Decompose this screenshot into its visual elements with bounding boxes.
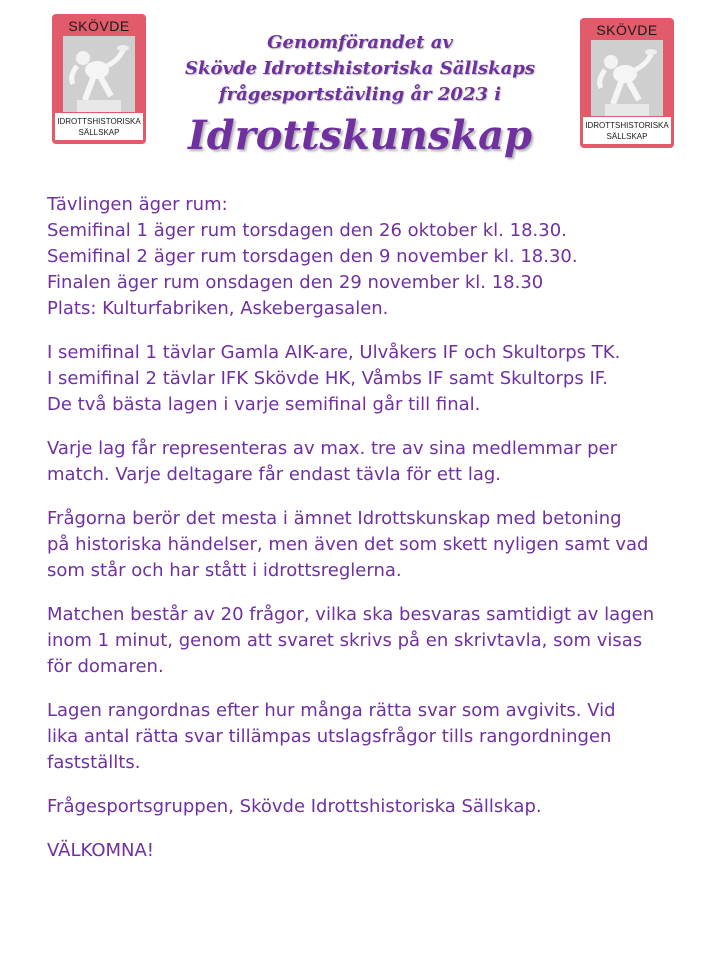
society-logo-left — [52, 14, 146, 144]
questions-line: Frågorna berör det mesta i ämnet Idrottskunskap med betoning — [47, 508, 622, 529]
schedule-line: Semifinal 2 äger rum torsdagen den 9 november kl. 18.30. — [47, 246, 578, 267]
schedule-line: Semifinal 1 äger rum torsdagen den 26 oktober kl. 18.30. — [47, 220, 567, 241]
header-line-1: Genomförandet av — [267, 32, 453, 53]
discus-thrower-statue-icon — [591, 40, 663, 116]
ranking-line: Lagen rangordnas efter hur många rätta svar som avgivits. Vid — [47, 700, 616, 721]
teams-line: De två bästa lagen i varje semifinal går till final. — [47, 394, 481, 415]
representation-paragraph — [47, 436, 715, 488]
teams-line: I semifinal 1 tävlar Gamla AIK-are, Ulvåkers IF och Skultorps TK. — [47, 342, 621, 363]
ranking-line: lika antal rätta svar tillämpas utslagsfrågor tills rangordningen — [47, 726, 612, 747]
logo-bottom-text: IDROTTSHISTORISKA SÄLLSKAP — [583, 117, 671, 144]
header-line-3: frågesportstävling år 2023 i — [218, 84, 502, 105]
representation-line: Varje lag får representeras av max. tre av sina medlemmar per — [47, 438, 618, 459]
schedule-line: Finalen äger rum onsdagen den 29 november kl. 18.30 — [47, 272, 544, 293]
questions-line: på historiska händelser, men även det som skett nyligen samt vad — [47, 534, 649, 555]
discus-thrower-statue-icon — [63, 36, 135, 112]
welcome-paragraph — [47, 838, 715, 864]
questions-paragraph — [47, 506, 715, 584]
match-line: för domaren. — [47, 656, 164, 677]
society-logo-right — [580, 18, 674, 148]
logo-top-text: SKÖVDE — [68, 18, 130, 34]
page-header — [150, 30, 570, 162]
signature-paragraph — [47, 794, 715, 820]
announcement-body — [47, 192, 715, 882]
header-line-2: Skövde Idrottshistoriska Sällskaps — [184, 58, 536, 79]
logo-bottom-text: IDROTTSHISTORISKA SÄLLSKAP — [55, 113, 143, 140]
match-line: Matchen består av 20 frågor, vilka ska besvaras samtidigt av lagen — [47, 604, 655, 625]
representation-line: match. Varje deltagare får endast tävla för ett lag. — [47, 464, 501, 485]
questions-line: som står och har stått i idrottsreglerna. — [47, 560, 402, 581]
teams-line: I semifinal 2 tävlar IFK Skövde HK, Våmbs IF samt Skultorps IF. — [47, 368, 608, 389]
page-title: Idrottskunskap — [188, 112, 532, 159]
signature-text: Frågesportsgruppen, Skövde Idrottshistoriska Sällskap. — [47, 796, 542, 817]
welcome-text: VÄLKOMNA! — [47, 840, 155, 861]
match-line: inom 1 minut, genom att svaret skrivs på en skrivtavla, som visas — [47, 630, 643, 651]
ranking-paragraph — [47, 698, 715, 776]
logo-top-text: SKÖVDE — [596, 22, 658, 38]
ranking-line: fastställts. — [47, 752, 141, 773]
schedule-paragraph — [47, 192, 715, 322]
match-paragraph — [47, 602, 715, 680]
schedule-line: Tävlingen äger rum: — [47, 194, 228, 215]
schedule-line: Plats: Kulturfabriken, Askebergasalen. — [47, 298, 389, 319]
teams-paragraph — [47, 340, 715, 418]
